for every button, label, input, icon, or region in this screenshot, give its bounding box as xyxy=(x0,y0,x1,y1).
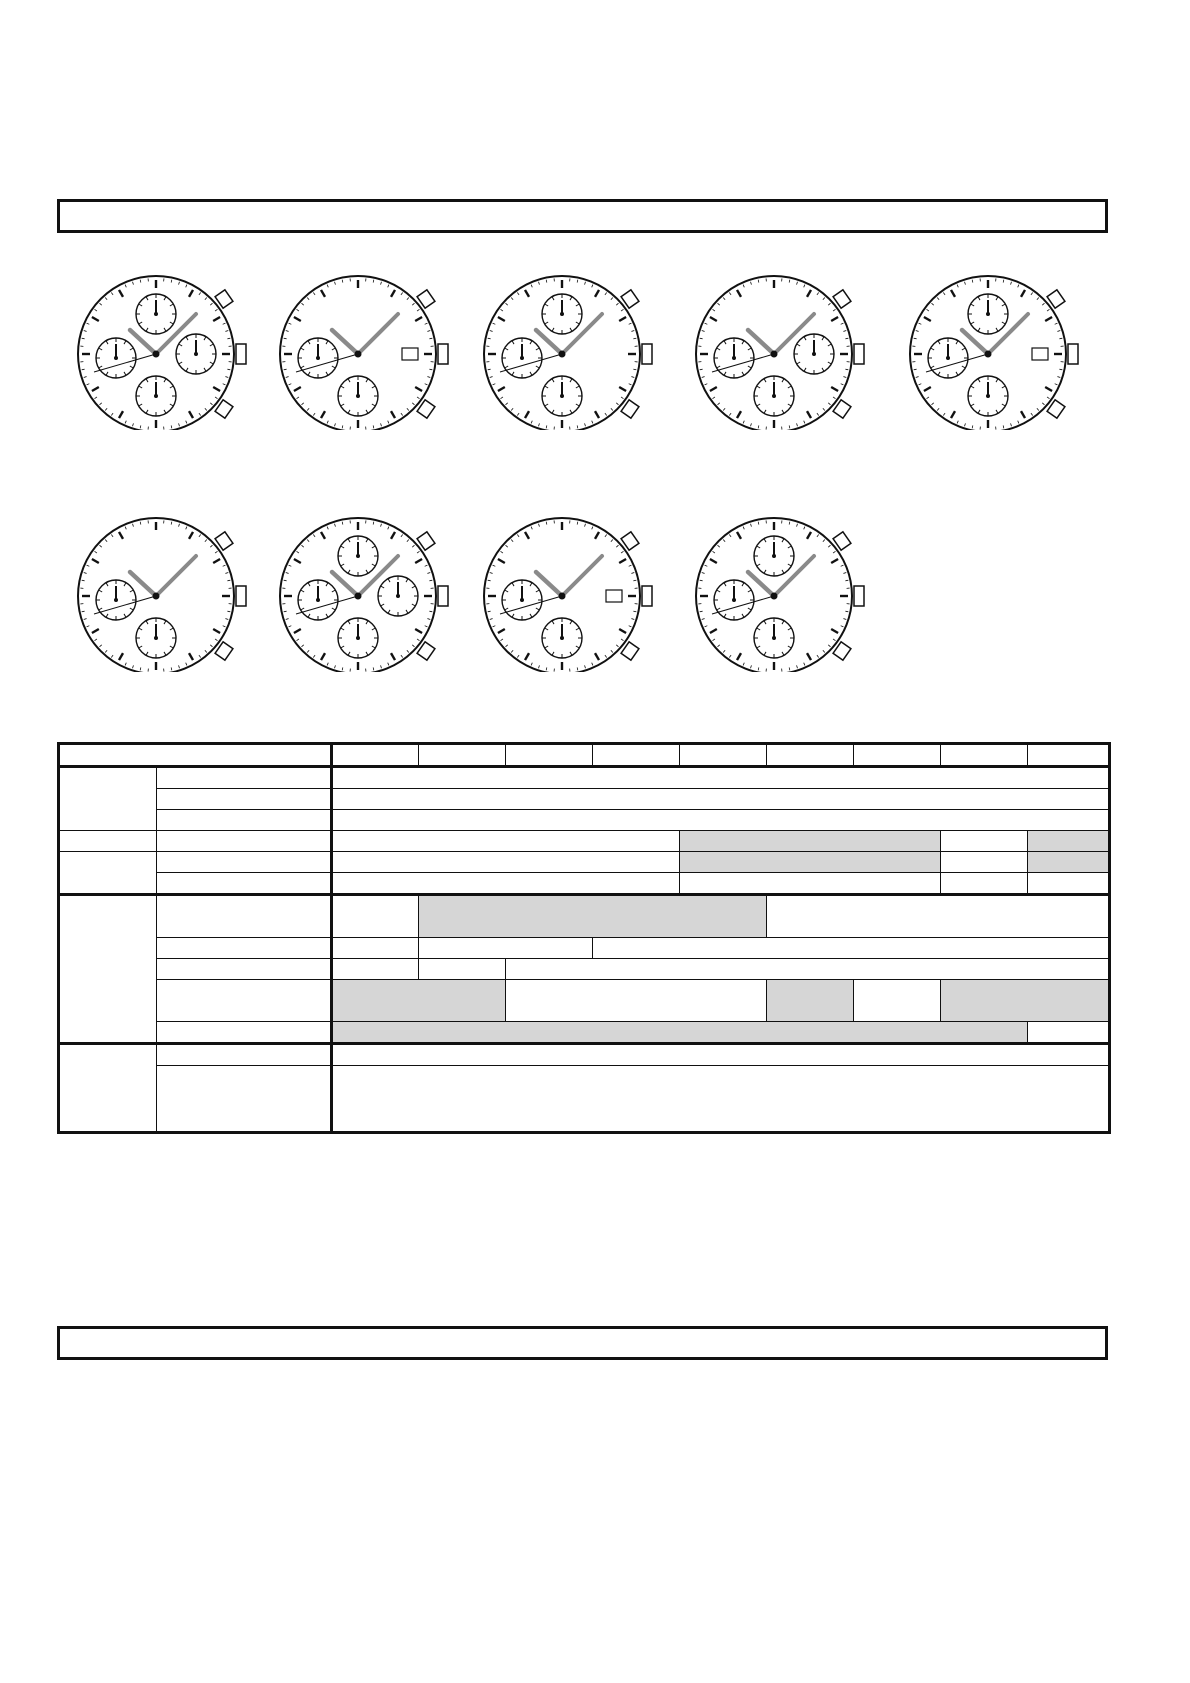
table-cell xyxy=(941,873,1028,895)
table-row xyxy=(59,852,1110,873)
table-cell xyxy=(59,744,332,767)
table-cell-shaded xyxy=(767,980,854,1022)
chronograph-dial-icon xyxy=(272,270,452,430)
chronograph-dial-icon xyxy=(688,512,868,672)
table-cell xyxy=(59,895,157,1044)
table-cell xyxy=(332,789,1110,810)
table-cell xyxy=(59,767,157,831)
table-cell xyxy=(767,895,1110,938)
table-cell xyxy=(157,789,332,810)
chronograph-dial-icon xyxy=(272,512,452,672)
table-cell-shaded xyxy=(1028,852,1110,873)
chronograph-dial-icon xyxy=(70,512,250,672)
table-cell xyxy=(157,852,332,873)
table-cell xyxy=(506,744,593,767)
table-row xyxy=(59,938,1110,959)
table-cell xyxy=(332,810,1110,831)
section-title-top xyxy=(60,202,1105,214)
chronograph-dial-icon xyxy=(688,270,868,430)
table-cell-shaded xyxy=(680,831,941,852)
table-cell xyxy=(157,1066,332,1133)
chronograph-dial-icon xyxy=(902,270,1082,430)
table-cell xyxy=(419,938,593,959)
table-cell xyxy=(1028,1022,1110,1044)
table-cell xyxy=(157,938,332,959)
table-cell xyxy=(59,852,157,895)
table-cell xyxy=(332,873,680,895)
table-cell-shaded xyxy=(332,1022,1028,1044)
table-cell-shaded xyxy=(1028,831,1110,852)
spec-table xyxy=(57,742,1111,1134)
table-cell xyxy=(941,831,1028,852)
table-cell-shaded xyxy=(680,852,941,873)
chronograph-dial-icon xyxy=(476,512,656,672)
table-cell xyxy=(593,938,1110,959)
table-row xyxy=(59,767,1110,789)
section-title-box-bottom xyxy=(57,1326,1108,1360)
table-row xyxy=(59,959,1110,980)
table-cell xyxy=(157,767,332,789)
table-row xyxy=(59,789,1110,810)
table-row xyxy=(59,980,1110,1022)
table-cell xyxy=(59,831,157,852)
table-cell xyxy=(332,959,419,980)
table-cell xyxy=(506,980,767,1022)
table-cell xyxy=(332,938,419,959)
table-cell-shaded xyxy=(332,980,506,1022)
table-row xyxy=(59,873,1110,895)
table-cell xyxy=(332,831,680,852)
table-cell xyxy=(157,1022,332,1044)
table-cell xyxy=(157,831,332,852)
table-cell xyxy=(157,873,332,895)
table-cell xyxy=(1028,873,1110,895)
table-row xyxy=(59,831,1110,852)
chronograph-dial-icon xyxy=(476,270,656,430)
table-cell-shaded xyxy=(941,980,1110,1022)
table-cell xyxy=(59,1044,157,1133)
table-cell xyxy=(157,980,332,1022)
table-cell xyxy=(680,873,941,895)
table-cell xyxy=(419,959,506,980)
table-row xyxy=(59,895,1110,938)
table-cell xyxy=(157,810,332,831)
table-cell xyxy=(680,744,767,767)
table-cell xyxy=(332,1044,1110,1066)
table-row xyxy=(59,810,1110,831)
table-cell xyxy=(1028,744,1110,767)
table-header-row xyxy=(59,744,1110,767)
table-cell xyxy=(767,744,854,767)
section-title-box-top xyxy=(57,199,1108,233)
table-row xyxy=(59,1066,1110,1133)
table-cell xyxy=(506,959,1110,980)
table-cell xyxy=(332,852,680,873)
table-cell xyxy=(157,959,332,980)
table-row xyxy=(59,1044,1110,1066)
table-cell xyxy=(593,744,680,767)
table-cell xyxy=(157,895,332,938)
chronograph-dial-icon xyxy=(70,270,250,430)
table-row xyxy=(59,1022,1110,1044)
table-cell xyxy=(941,744,1028,767)
table-cell xyxy=(419,744,506,767)
table-cell xyxy=(332,767,1110,789)
table-cell xyxy=(157,1044,332,1066)
table-cell xyxy=(332,744,419,767)
table-cell xyxy=(941,852,1028,873)
table-cell-shaded xyxy=(419,895,767,938)
table-cell xyxy=(332,1066,1110,1133)
table-cell xyxy=(854,980,941,1022)
table-cell xyxy=(332,895,419,938)
table-cell xyxy=(854,744,941,767)
section-title-bottom xyxy=(60,1329,1105,1341)
